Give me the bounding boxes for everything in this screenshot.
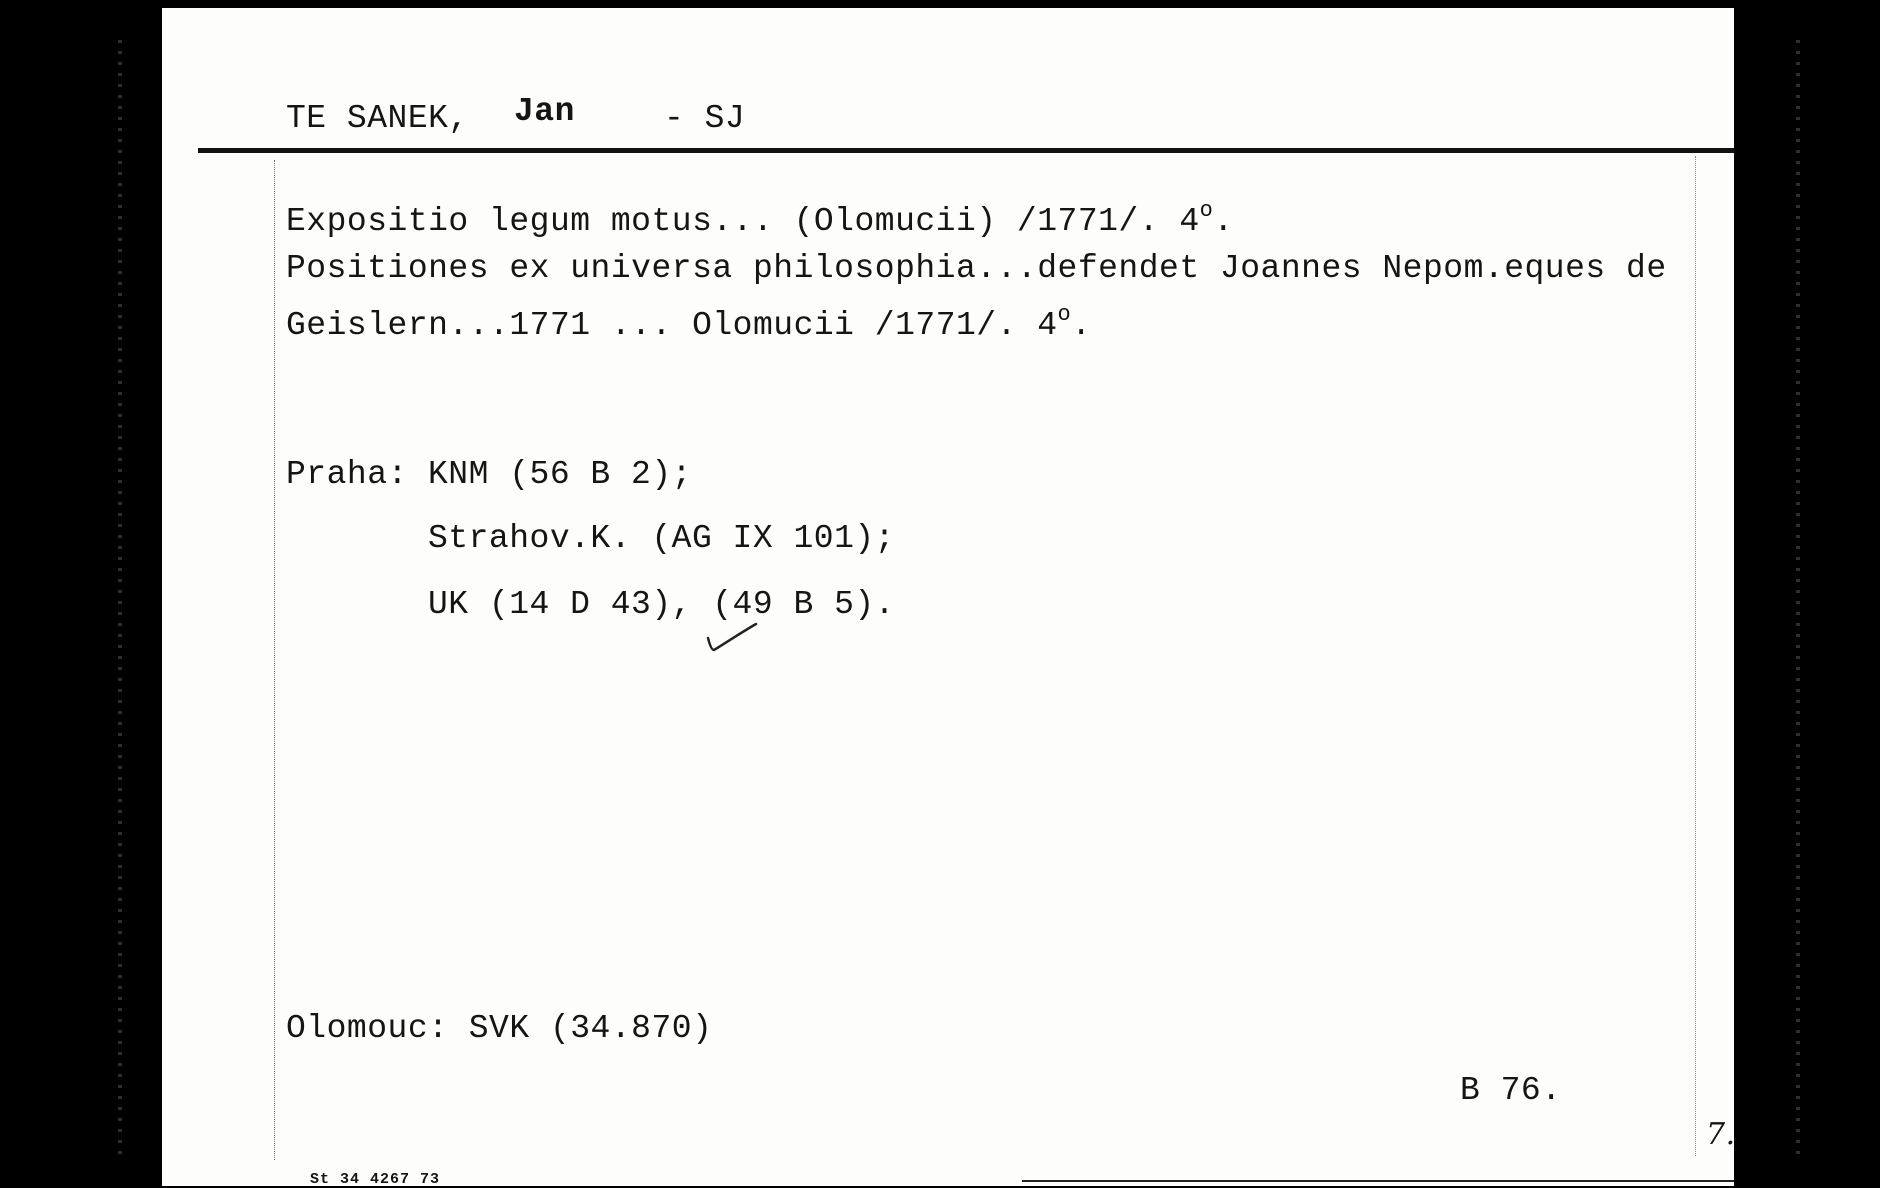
catalog-card xyxy=(162,8,1734,1186)
entry-expositio-text: Expositio legum motus... (Olomucii) /1771/. 4 xyxy=(286,203,1200,240)
corner-mark: 7. xyxy=(1706,1117,1736,1152)
checkmark-icon xyxy=(702,620,762,656)
entry-geislern-end: . xyxy=(1071,307,1092,344)
scan-edge-left xyxy=(118,40,122,1160)
header-rule xyxy=(198,148,1734,153)
shelf-mark: B 76. xyxy=(1460,1072,1562,1109)
olomouc-holding: Olomouc: SVK (34.870) xyxy=(286,1010,713,1047)
degree-mark: o xyxy=(1199,198,1214,223)
print-code: St 34 4267 73 xyxy=(310,1171,441,1188)
entry-geislern-text: Geislern...1771 ... Olomucii /1771/. 4 xyxy=(286,307,1058,344)
scan-edge-right xyxy=(1796,40,1800,1160)
left-margin-line xyxy=(274,160,275,1160)
bottom-edge-rule xyxy=(1022,1180,1734,1182)
religious-order: - SJ xyxy=(664,100,746,137)
praha-holding-uk: UK (14 D 43), (49 B 5). xyxy=(428,586,895,623)
author-given-name: Jan xyxy=(514,93,575,130)
praha-label: Praha: xyxy=(286,456,408,493)
author-surname: TE SANEK, xyxy=(286,100,469,137)
praha-holding-strahov: Strahov.K. (AG IX 101); xyxy=(428,520,895,557)
entry-positiones: Positiones ex universa philosophia...defendet Joannes Nepom.eques de xyxy=(286,250,1667,287)
entry-expositio-end: . xyxy=(1213,203,1234,240)
degree-mark: o xyxy=(1057,302,1072,327)
praha-holding-knm: KNM (56 B 2); xyxy=(428,456,692,493)
entry-expositio xyxy=(286,200,1234,238)
right-margin-line xyxy=(1695,156,1696,1156)
entry-geislern xyxy=(286,304,1092,342)
